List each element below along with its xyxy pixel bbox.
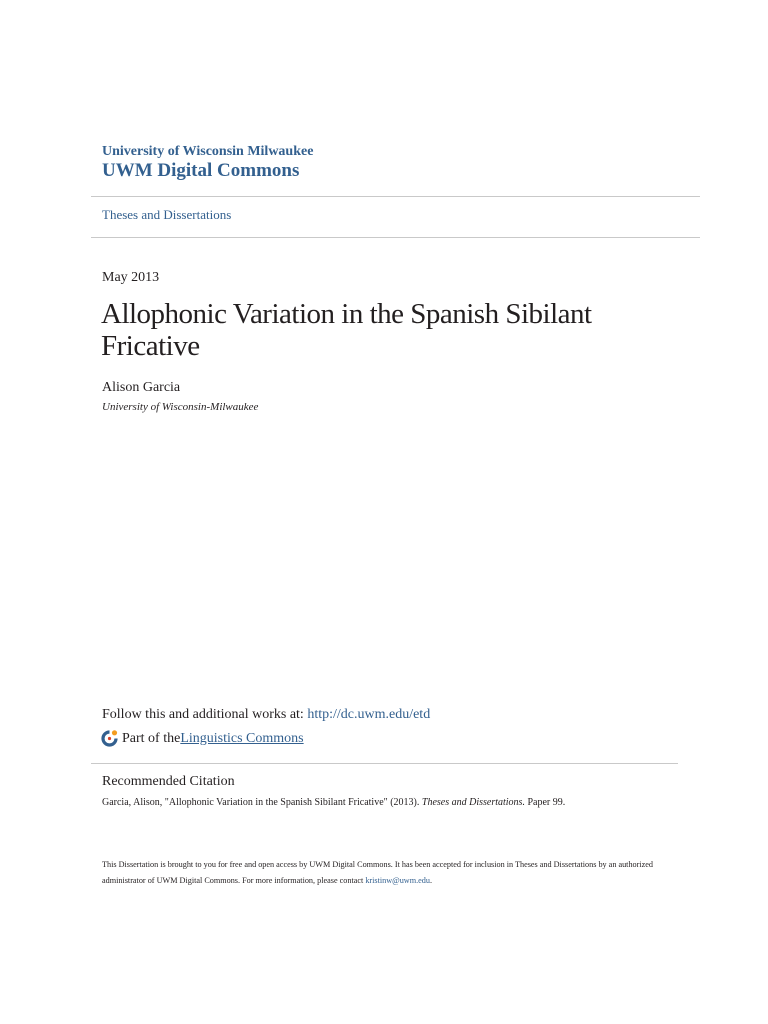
citation-divider <box>91 763 678 764</box>
follow-line <box>102 707 430 723</box>
series-link[interactable]: Theses and Dissertations <box>102 207 232 222</box>
notice-suffix: . <box>429 876 432 885</box>
recommended-citation-heading: Recommended Citation <box>102 774 235 789</box>
publication-date: May 2013 <box>102 270 160 285</box>
citation-series: Theses and Dissertations. <box>421 797 525 808</box>
citation-prefix: Garcia, Alison, "Allophonic Variation in the Spanish Sibilant Fricative" (2013). <box>102 797 422 808</box>
author-name: Alison Garcia <box>102 380 181 395</box>
contact-email-link[interactable]: kristinw@uwm.edu <box>365 876 430 885</box>
linguistics-commons-link[interactable]: Linguistics Commons <box>180 730 304 746</box>
follow-url-link[interactable]: http://dc.uwm.edu/etd <box>307 707 431 722</box>
author-affiliation: University of Wisconsin-Milwaukee <box>102 401 259 413</box>
institution-name: University of Wisconsin Milwaukee <box>102 144 314 159</box>
part-of-prefix: Part of the <box>122 730 181 746</box>
document-title: Allophonic Variation in the Spanish Sibilant Fricative <box>101 298 592 362</box>
series-divider <box>91 237 700 238</box>
access-notice <box>102 857 682 889</box>
digital-commons-network-icon <box>100 729 119 748</box>
header-divider <box>91 196 700 197</box>
citation-text <box>102 797 565 808</box>
notice-text: This Dissertation is brought to you for free and open access by UWM Digital Commons. It has been accepted for inclusion in Theses and Dissertations by an authorized administrator of UWM Digital Commons. For more information, please contact <box>102 860 654 885</box>
part-of-line <box>100 729 304 748</box>
follow-prefix: Follow this and additional works at: <box>102 707 308 722</box>
repository-name[interactable]: UWM Digital Commons <box>102 160 300 181</box>
citation-suffix: Paper 99. <box>524 797 566 808</box>
